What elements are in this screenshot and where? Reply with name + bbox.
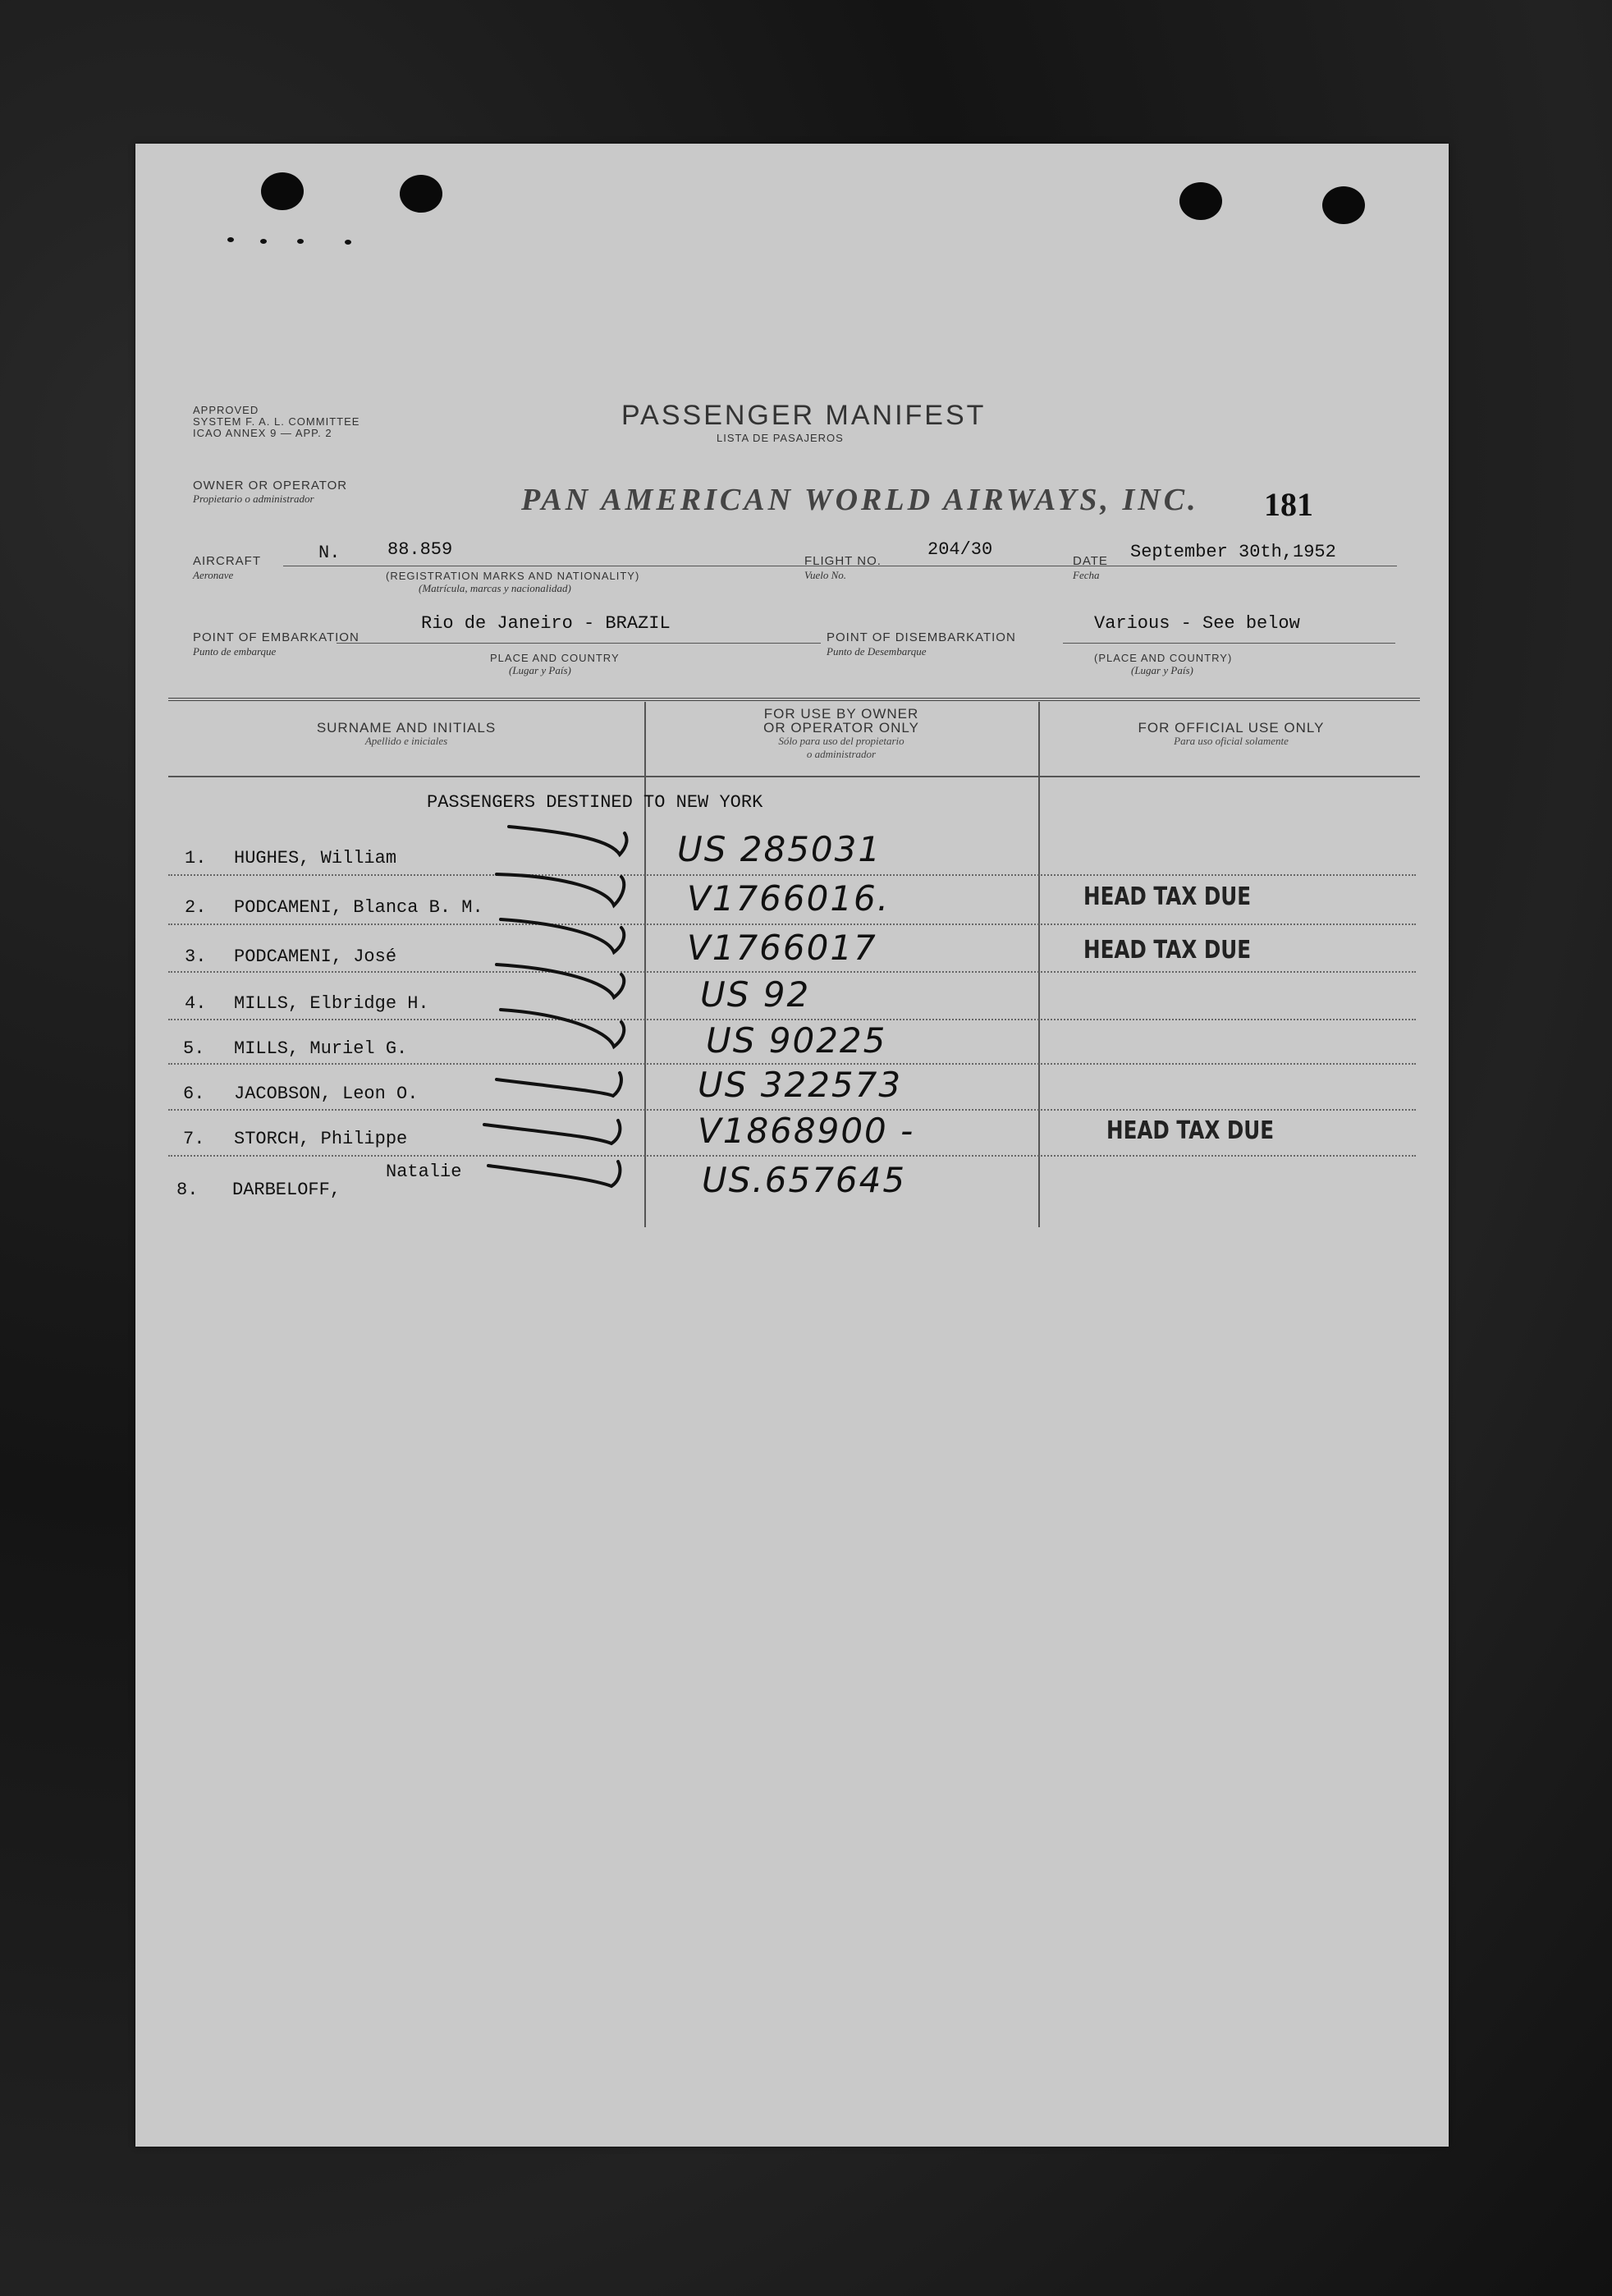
- check-mark: [509, 827, 626, 855]
- row-number: 2.: [185, 897, 207, 918]
- passenger-name: STORCH, Philippe: [234, 1129, 408, 1149]
- check-mark: [497, 965, 624, 997]
- manifest-sheet: [135, 144, 1449, 2147]
- row-number: 7.: [183, 1129, 205, 1149]
- document-number: US 92: [700, 974, 811, 1015]
- check-mark: [501, 1010, 624, 1047]
- document-number: V1766017: [687, 928, 877, 968]
- row-number: 1.: [185, 848, 207, 868]
- column-header-label: SURNAME AND INITIALS: [316, 720, 497, 736]
- row-number: 5.: [183, 1038, 205, 1059]
- owner-label: OWNER OR OPERATOR: [193, 479, 348, 493]
- check-mark: [501, 919, 624, 952]
- check-mark: [497, 874, 624, 905]
- head-tax-stamp: HEAD TAX DUE: [1083, 936, 1252, 965]
- flight-date: September 30th,1952: [1130, 542, 1336, 562]
- aircraft-prefix: N.: [318, 543, 341, 563]
- column-header-label: FOR USE BY OWNER: [763, 706, 919, 722]
- manifest-number: 181: [1264, 486, 1313, 523]
- check-mark: [497, 1073, 621, 1096]
- aircraft-label-es: Aeronave: [193, 569, 234, 581]
- document-number: US.657645: [702, 1160, 907, 1200]
- registration-caption: (REGISTRATION MARKS AND NATIONALITY): [386, 570, 640, 582]
- passenger-given-name: Natalie: [386, 1162, 462, 1182]
- row-number: 3.: [185, 946, 207, 967]
- row-number: 4.: [185, 993, 207, 1014]
- passenger-name: HUGHES, William: [234, 848, 397, 868]
- flight-number: 204/30: [927, 539, 993, 560]
- head-tax-stamp: HEAD TAX DUE: [1083, 882, 1252, 911]
- embarkation-caption: PLACE AND COUNTRY: [490, 652, 620, 664]
- flight-label: FLIGHT NO.: [804, 554, 882, 568]
- disembarkation-label-es: Punto de Desembarque: [827, 645, 927, 658]
- row-number: 8.: [176, 1180, 199, 1200]
- aircraft-registration: 88.859: [387, 539, 453, 560]
- owner-label-es: Propietario o administrador: [193, 493, 314, 505]
- page-subtitle: LISTA DE PASAJEROS: [717, 432, 844, 444]
- passenger-name: MILLS, Muriel G.: [234, 1038, 408, 1059]
- date-label: DATE: [1073, 554, 1108, 568]
- flight-label-es: Vuelo No.: [804, 569, 847, 581]
- check-mark: [484, 1121, 620, 1143]
- operator-name: PAN AMERICAN WORLD AIRWAYS, INC.: [521, 483, 1199, 517]
- passenger-name: MILLS, Elbridge H.: [234, 993, 429, 1014]
- approval-line: APPROVED: [193, 404, 259, 416]
- document-number: US 285031: [677, 829, 882, 869]
- passenger-name: PODCAMENI, José: [234, 946, 397, 967]
- approval-line: SYSTEM F. A. L. COMMITTEE: [193, 415, 360, 428]
- head-tax-stamp: HEAD TAX DUE: [1106, 1116, 1275, 1145]
- document-number: V1868900 -: [698, 1111, 915, 1151]
- document-number: V1766016.: [687, 878, 891, 919]
- embarkation-label-es: Punto de embarque: [193, 645, 277, 658]
- page-title: PASSENGER MANIFEST: [621, 400, 987, 431]
- embarkation-label: POINT OF EMBARKATION: [193, 630, 359, 644]
- column-header-sublabel: Para uso oficial solamente: [1174, 735, 1289, 747]
- check-marks: [135, 144, 1449, 1293]
- approval-line: ICAO ANNEX 9 — APP. 2: [193, 427, 332, 439]
- section-heading: PASSENGERS DESTINED TO NEW YORK: [427, 792, 763, 813]
- column-header-sublabel: o administrador: [806, 748, 877, 760]
- column-header-sublabel: Sólo para uso del propietario: [778, 735, 904, 747]
- embarkation-caption-es: (Lugar y País): [509, 664, 571, 676]
- document-number: US 322573: [698, 1065, 903, 1105]
- passenger-name: JACOBSON, Leon O.: [234, 1084, 419, 1104]
- registration-caption-es: (Matrícula, marcas y nacionalidad): [419, 582, 571, 594]
- disembarkation-caption: (PLACE AND COUNTRY): [1094, 652, 1233, 664]
- aircraft-label: AIRCRAFT: [193, 554, 261, 568]
- column-header-sublabel: Apellido e iniciales: [364, 735, 448, 747]
- disembarkation-label: POINT OF DISEMBARKATION: [827, 630, 1016, 644]
- passenger-name: DARBELOFF,: [232, 1180, 341, 1200]
- date-label-es: Fecha: [1073, 569, 1100, 581]
- row-number: 6.: [183, 1084, 205, 1104]
- disembarkation-caption-es: (Lugar y País): [1131, 664, 1193, 676]
- check-mark: [488, 1162, 620, 1186]
- column-header-label: FOR OFFICIAL USE ONLY: [1138, 720, 1325, 736]
- disembarkation-place: Various - See below: [1094, 613, 1300, 634]
- embarkation-place: Rio de Janeiro - BRAZIL: [421, 613, 671, 634]
- passenger-name: PODCAMENI, Blanca B. M.: [234, 897, 483, 918]
- document-number: US 90225: [706, 1020, 887, 1061]
- column-header-label: OR OPERATOR ONLY: [763, 720, 919, 736]
